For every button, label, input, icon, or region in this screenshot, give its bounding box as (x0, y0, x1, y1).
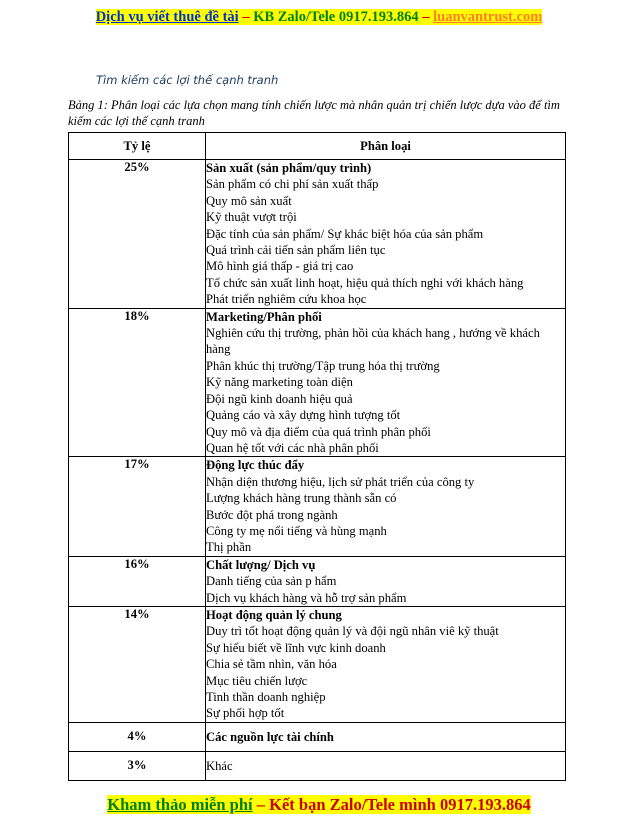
rate-cell: 4% (69, 722, 206, 751)
category-cell (206, 308, 566, 457)
category-item: Mô hình giá thấp - giá trị cao (206, 259, 354, 274)
category-item: Danh tiếng của sản p hẩm (206, 574, 337, 589)
strategy-table (68, 132, 566, 781)
category-item: Mục tiêu chiến lược (206, 673, 308, 688)
table-caption: Bảng 1: Phân loại các lựa chọn mang tính chiến lược mà nhân quản trị chiến lược dựa vào để tìm kiếm các lợi thế cạnh tranh (68, 98, 560, 128)
rate-cell: 16% (69, 556, 206, 606)
category-item: Sự phối hợp tốt (206, 706, 285, 721)
rate-cell: 3% (69, 751, 206, 780)
table-row (69, 606, 566, 722)
header-banner: Dịch vụ viết thuê đề tài – KB Zalo/Tele 0917.193.864 – luanvantrust.com (95, 9, 543, 25)
category-cell (206, 722, 566, 751)
table-body (69, 160, 566, 781)
website-link[interactable]: luanvantrust.com (433, 9, 543, 25)
category-cell (206, 606, 566, 722)
table-row (69, 751, 566, 780)
section-heading: Tìm kiếm các lợi thế cạnh tranh (96, 73, 279, 87)
category-item: Lượng khách hàng trung thành sẵn có (206, 491, 397, 506)
footer-banner: Kham thảo miễn phí – Kết bạn Zalo/Tele mình 0917.193.864 (107, 795, 531, 814)
category-item: Quy mô và địa điểm của quá trình phân phối (206, 424, 431, 439)
category-title: Các nguồn lực tài chính (206, 729, 334, 744)
category-title: Marketing/Phân phối (206, 309, 322, 324)
category-title: Hoạt động quản lý chung (206, 607, 342, 622)
category-cell (206, 751, 566, 780)
category-item: Phát triển nghiêm cứu khoa học (206, 292, 367, 307)
category-item: Duy trì tốt hoạt động quản lý và đội ngũ nhân viê kỹ thuật (206, 624, 499, 639)
table-row (69, 722, 566, 751)
category-title: Chất lượng/ Dịch vụ (206, 557, 316, 572)
contact-text-footer: Kết bạn Zalo/Tele mình 0917.193.864 (269, 795, 531, 814)
category-item: Kỹ thuật vượt trội (206, 210, 297, 225)
category-item: Kỹ năng marketing toàn diện (206, 375, 353, 390)
table-row (69, 556, 566, 606)
header-category: Phân loại (206, 133, 566, 160)
category-title: Khác (206, 758, 233, 773)
table-row (69, 160, 566, 309)
table-row (69, 308, 566, 457)
category-item: Nghiên cứu thị trường, phản hồi của khách hang , hướng về khách hàng (206, 326, 540, 357)
category-title: Sản xuất (sản phẩm/quy trình) (206, 161, 372, 175)
category-item: Sự hiểu biết về lĩnh vực kinh doanh (206, 640, 386, 655)
category-item: Quan hệ tốt với các nhà phân phối (206, 440, 379, 455)
category-item: Quy mô sản xuất (206, 193, 292, 208)
category-item: Đội ngũ kinh doanh hiệu quả (206, 391, 353, 406)
category-item: Phân khúc thị trường/Tập trung hóa thị trường (206, 358, 440, 373)
table-header-row (69, 133, 566, 160)
table-row (69, 457, 566, 556)
rate-cell: 17% (69, 457, 206, 556)
category-item: Thị phần (206, 540, 252, 555)
category-item: Quá trình cải tiến sản phẩm liên tục (206, 243, 386, 258)
category-item: Bước đột phá trong ngành (206, 507, 338, 522)
category-cell (206, 457, 566, 556)
category-item: Công ty mẹ nổi tiếng và hùng mạnh (206, 523, 387, 538)
category-item: Nhận diện thương hiệu, lịch sử phát triển của công ty (206, 474, 475, 489)
service-link[interactable]: Dịch vụ viết thuê đề tài (95, 9, 239, 25)
free-reference-link[interactable]: Kham thảo miễn phí (107, 795, 253, 814)
category-item: Tổ chức sản xuất linh hoạt, hiệu quả thích nghi với khách hàng (206, 275, 524, 290)
category-item: Đặc tính của sản phẩm/ Sự khác biệt hóa của sản phẩm (206, 226, 484, 241)
category-title: Động lực thúc đẩy (206, 458, 305, 473)
category-item: Chia sẻ tầm nhìn, văn hóa (206, 657, 337, 672)
category-item: Tinh thần doanh nghiệp (206, 690, 326, 704)
category-item: Quảng cáo và xây dựng hình tượng tốt (206, 408, 401, 423)
category-cell (206, 160, 566, 309)
category-item: Sản phẩm có chi phí sản xuất thấp (206, 177, 379, 192)
rate-cell: 18% (69, 308, 206, 457)
header-rate: Tỷ lệ (69, 133, 206, 160)
rate-cell: 25% (69, 160, 206, 309)
contact-text: KB Zalo/Tele 0917.193.864 (253, 9, 419, 25)
category-cell (206, 556, 566, 606)
category-item: Dịch vụ khách hàng và hỗ trợ sản phẩm (206, 590, 407, 605)
rate-cell: 14% (69, 606, 206, 722)
